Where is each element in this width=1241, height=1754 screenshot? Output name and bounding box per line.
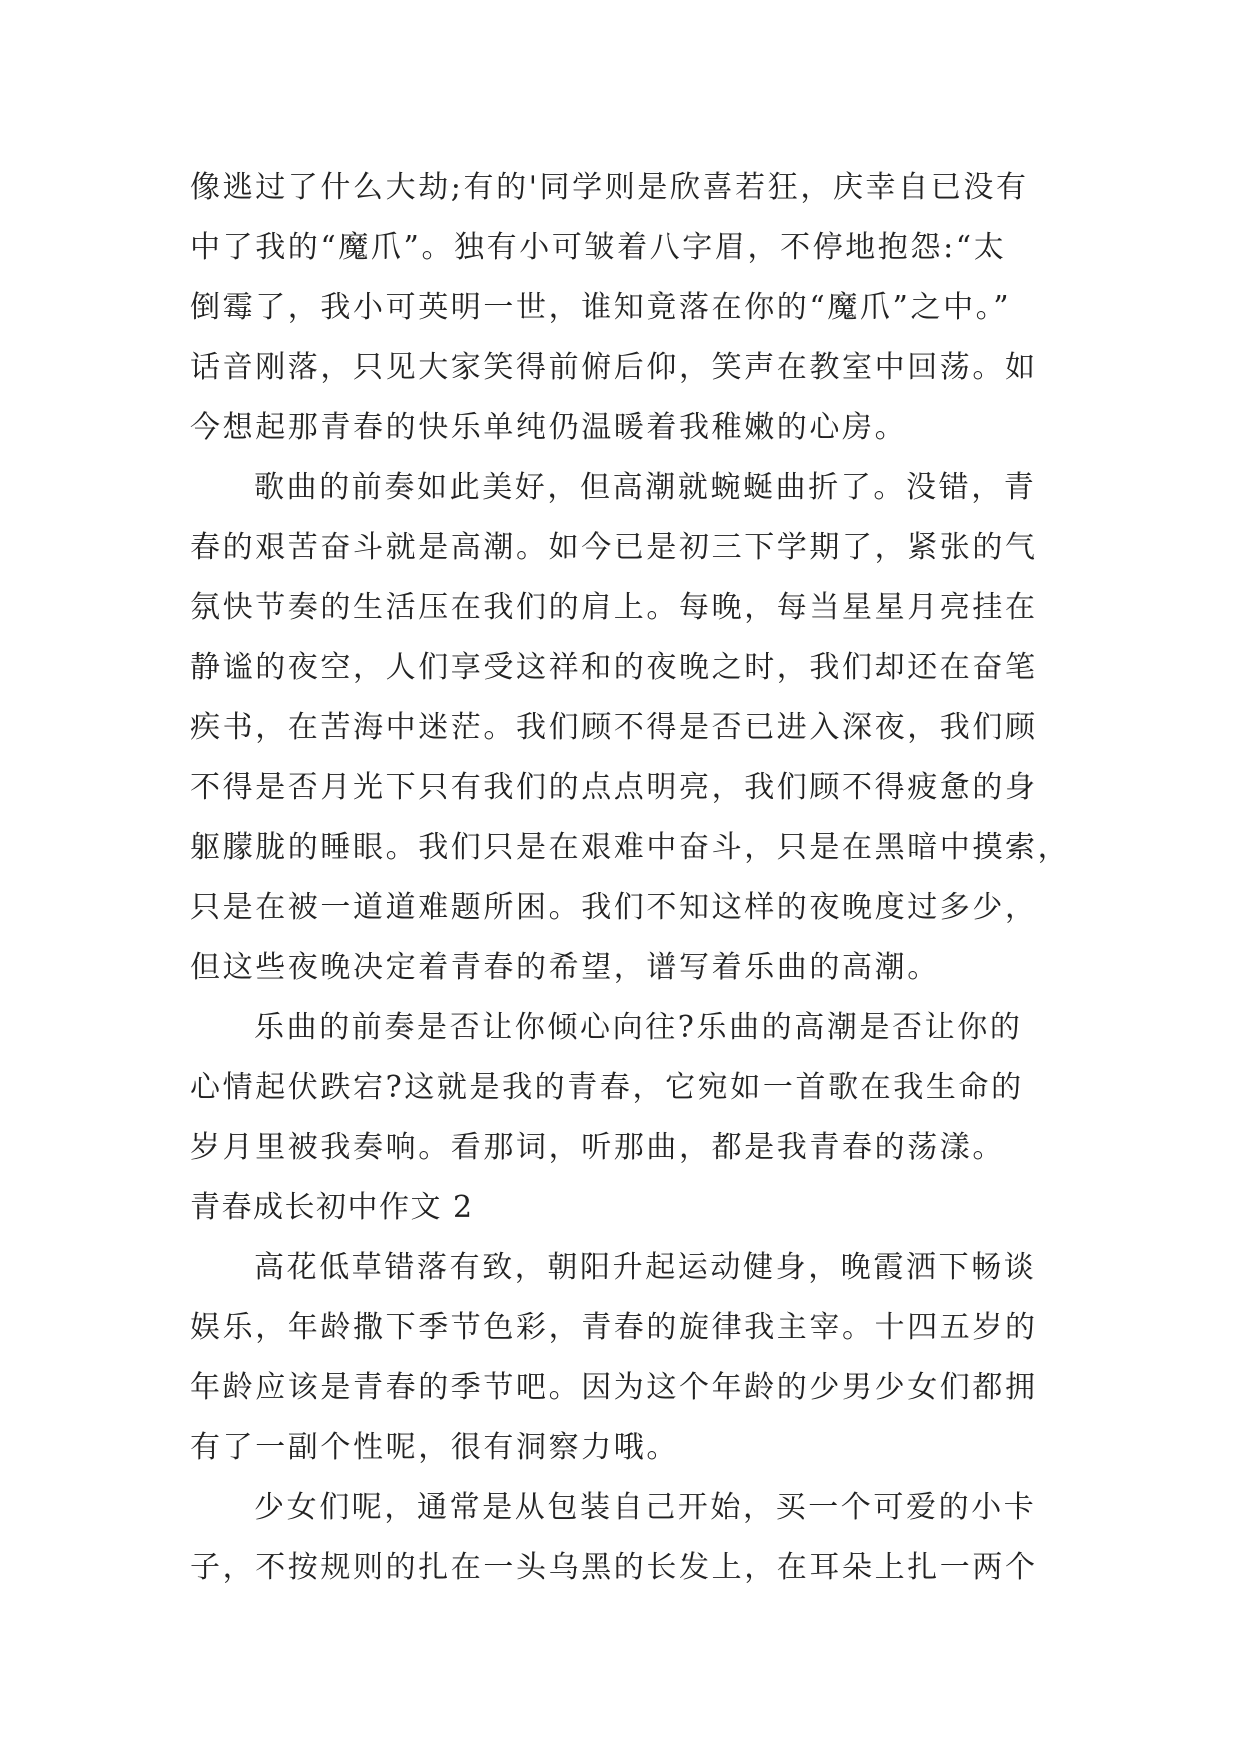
text-line: 年龄应该是青春的季节吧。因为这个年龄的少男少女们都拥 [190, 1370, 1038, 1405]
text-line: 只是在被一道道难题所困。我们不知这样的夜晚度过多少， [190, 890, 1038, 925]
paragraph-start-line: 歌曲的前奏如此美好，但高潮就蜿蜒曲折了。没错，青 [254, 470, 1037, 505]
text-line: 倒霉了，我小可英明一世，谁知竟落在你的“魔爪”之中。” [190, 290, 1012, 325]
text-line: 娱乐，年龄撒下季节色彩，青春的旋律我主宰。十四五岁的 [190, 1310, 1038, 1345]
text-line: 不得是否月光下只有我们的点点明亮，我们顾不得疲惫的身 [190, 770, 1038, 805]
paragraph-start-line: 高花低草错落有致，朝阳升起运动健身，晚霞洒下畅谈 [254, 1250, 1037, 1285]
text-line: 静谧的夜空，人们享受这祥和的夜晚之时，我们却还在奋笔 [190, 650, 1038, 685]
text-line: 像逃过了什么大劫;有的'同学则是欣喜若狂，庆幸自已没有 [190, 170, 1029, 205]
text-line: 岁月里被我奏响。看那词，听那曲，都是我青春的荡漾。 [190, 1130, 1005, 1165]
text-line: 心情起伏跌宕?这就是我的青春，它宛如一首歌在我生命的 [190, 1070, 1024, 1105]
text-line: 躯朦胧的睡眼。我们只是在艰难中奋斗，只是在黑暗中摸索， [190, 830, 1071, 865]
text-line: 有了一副个性呢，很有洞察力哦。 [190, 1430, 679, 1465]
document-body [190, 158, 1071, 1598]
paragraph-start-line: 少女们呢，通常是从包装自己开始，买一个可爱的小卡 [254, 1490, 1037, 1525]
text-line: 中了我的“魔爪”。独有小可皱着八字眉，不停地抱怨:“太 [190, 230, 1007, 265]
paragraph-start-line: 乐曲的前奏是否让你倾心向往?乐曲的高潮是否让你的 [254, 1010, 1023, 1045]
text-line: 子，不按规则的扎在一头乌黑的长发上，在耳朵上扎一两个 [190, 1550, 1038, 1585]
text-line: 疾书，在苦海中迷茫。我们顾不得是否已进入深夜，我们顾 [190, 710, 1038, 745]
text-line: 但这些夜晚决定着青春的希望，谱写着乐曲的高潮。 [190, 950, 940, 985]
section-heading: 青春成长初中作文 2 [190, 1190, 474, 1225]
text-line: 今想起那青春的快乐单纯仍温暖着我稚嫩的心房。 [190, 410, 908, 445]
text-line: 春的艰苦奋斗就是高潮。如今已是初三下学期了，紧张的气 [190, 530, 1038, 565]
text-line: 话音刚落，只见大家笑得前俯后仰，笑声在教室中回荡。如 [190, 350, 1038, 385]
text-line: 氛快节奏的生活压在我们的肩上。每晚，每当星星月亮挂在 [190, 590, 1038, 625]
